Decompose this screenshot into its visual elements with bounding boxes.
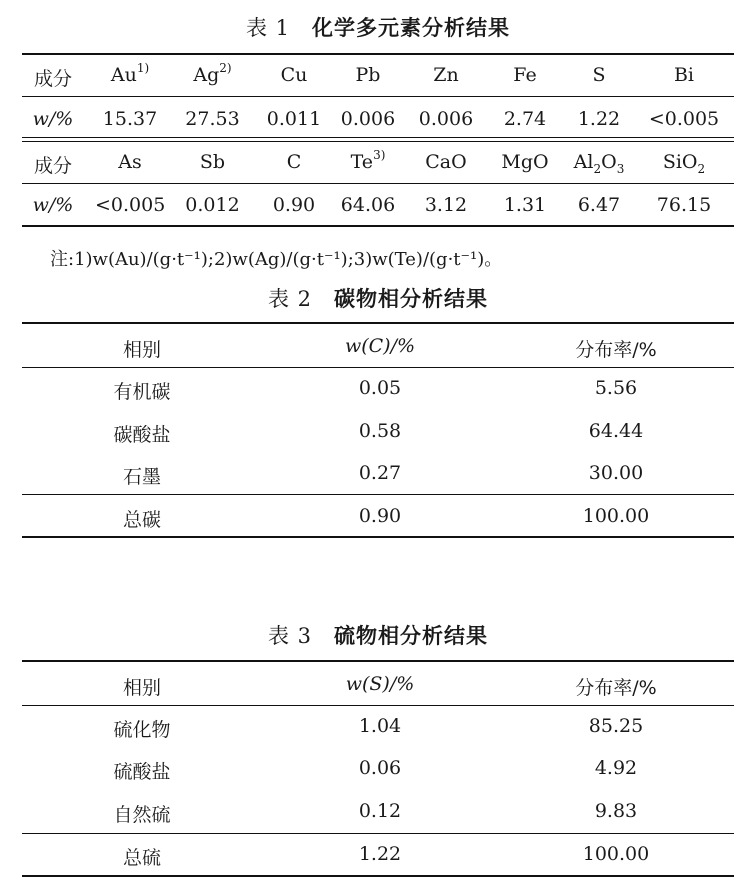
table3-row-distribution: 4.92 — [594, 757, 638, 779]
table1-header-sb: Sb — [199, 151, 226, 173]
table1-value-au: 15.37 — [102, 108, 158, 130]
table1-value-label-1: w/% — [32, 108, 74, 130]
table2-bottom-rule — [22, 536, 734, 538]
table2-total-phase: 总碳 — [122, 509, 161, 531]
table1-footnote: 注:1)w(Au)/(g·t⁻¹);2)w(Ag)/(g·t⁻¹);3)w(Te)/(g·t⁻¹)。 — [50, 249, 503, 270]
table3-header-phase: 相别 — [122, 677, 161, 699]
table2-header-rule — [22, 367, 734, 368]
table1-rule-1 — [22, 96, 734, 97]
table2-row-distribution: 30.00 — [588, 462, 644, 484]
table3-header-rule — [22, 705, 734, 706]
table1-header-te: Te$^{3)}$ — [350, 148, 386, 173]
table1-value-fe: 2.74 — [503, 108, 547, 130]
table1-header-mgo: MgO — [501, 151, 549, 173]
table1-rule-2 — [22, 183, 734, 184]
table1-header-zn: Zn — [433, 64, 459, 86]
table1-header-cu: Cu — [280, 64, 308, 86]
table1-value-sb: 0.012 — [185, 194, 240, 216]
table1-value-cu: 0.011 — [266, 108, 322, 130]
table2-total-rule — [22, 494, 734, 495]
table2-total-content: 0.90 — [358, 505, 402, 527]
table2-total-distribution: 100.00 — [582, 505, 650, 527]
table2-header-content: w(C)/% — [344, 335, 416, 357]
table1-header-c: C — [286, 151, 302, 173]
table1-number: 表 1 — [245, 16, 291, 40]
table3-row-phase: 自然硫 — [113, 804, 171, 826]
table3-header-content: w(S)/% — [345, 673, 415, 695]
table3-title-text: 硫物相分析结果 — [334, 624, 489, 648]
table3-row-content: 0.12 — [358, 800, 402, 822]
table3-title — [0, 620, 756, 650]
table2-top-rule — [22, 322, 734, 324]
table2-number: 表 2 — [267, 287, 313, 311]
table1-value-zn: 0.006 — [418, 108, 474, 130]
table1-title-text: 化学多元素分析结果 — [312, 16, 511, 40]
table1-title — [0, 12, 756, 42]
table3-total-content: 1.22 — [358, 843, 402, 865]
table2-title — [0, 283, 756, 313]
table2-row-phase: 有机碳 — [113, 381, 171, 403]
table3-row-distribution: 9.83 — [594, 800, 638, 822]
table1-value-al2o3: 6.47 — [577, 194, 621, 216]
table3-bottom-rule — [22, 875, 734, 877]
table1-header-as: As — [118, 151, 142, 173]
table3-total-distribution: 100.00 — [582, 843, 650, 865]
table3-row-distribution: 85.25 — [588, 715, 644, 737]
table1-component-label: 成分 — [33, 68, 72, 90]
table2-title-text: 碳物相分析结果 — [334, 287, 489, 311]
table3-row-content: 1.04 — [358, 715, 402, 737]
table1-header-al2o3: $Al_2O_3$ — [573, 151, 625, 176]
table3-number: 表 3 — [267, 624, 313, 648]
table1-value-s: 1.22 — [577, 108, 621, 130]
table1-value-label-2: w/% — [32, 194, 74, 216]
table1-header-cao: CaO — [425, 151, 467, 173]
table1-value-cao: 3.12 — [424, 194, 468, 216]
table2-row-distribution: 64.44 — [588, 420, 644, 442]
table2-row-content: 0.05 — [358, 377, 402, 399]
table3-total-rule — [22, 833, 734, 834]
table2-header-phase: 相别 — [122, 339, 161, 361]
table3-top-rule — [22, 660, 734, 662]
table1-value-as: <0.005 — [95, 194, 166, 216]
table1-value-bi: <0.005 — [648, 108, 720, 130]
table1-double-rule-a — [22, 137, 734, 138]
table1-header-bi: Bi — [673, 64, 695, 86]
table2-row-content: 0.27 — [358, 462, 402, 484]
table1-value-mgo: 1.31 — [503, 194, 547, 216]
table3-row-phase: 硫酸盐 — [113, 761, 171, 783]
table1-header-sio2: SiO$_2$ — [662, 151, 706, 176]
table1-value-c: 0.90 — [272, 194, 316, 216]
table3-header-distribution: 分布率/% — [575, 677, 657, 699]
table1-value-ag: 27.53 — [185, 108, 240, 130]
table1-header-pb: Pb — [355, 64, 381, 86]
table2-row-distribution: 5.56 — [594, 377, 638, 399]
table2-header-distribution: 分布率/% — [575, 339, 657, 361]
table3-row-phase: 硫化物 — [113, 719, 171, 741]
table3-row-content: 0.06 — [358, 757, 402, 779]
table2-row-phase: 碳酸盐 — [113, 424, 171, 446]
table1-header-au: Au$^{1)}$ — [110, 61, 150, 86]
table1-bottom-rule — [22, 225, 734, 227]
table1-double-rule-b — [22, 141, 734, 142]
table1-header-s: S — [592, 64, 606, 86]
table1-value-sio2: 76.15 — [656, 194, 712, 216]
table1-top-rule — [22, 53, 734, 55]
table1-header-fe: Fe — [513, 64, 537, 86]
table1-header-ag: Ag$^{2)}$ — [193, 61, 232, 86]
table2-row-content: 0.58 — [358, 420, 402, 442]
table1-component-label-2: 成分 — [33, 155, 72, 177]
table3-total-phase: 总硫 — [122, 847, 161, 869]
table1-value-te: 64.06 — [340, 194, 396, 216]
table2-row-phase: 石墨 — [122, 466, 161, 488]
table1-value-pb: 0.006 — [340, 108, 396, 130]
